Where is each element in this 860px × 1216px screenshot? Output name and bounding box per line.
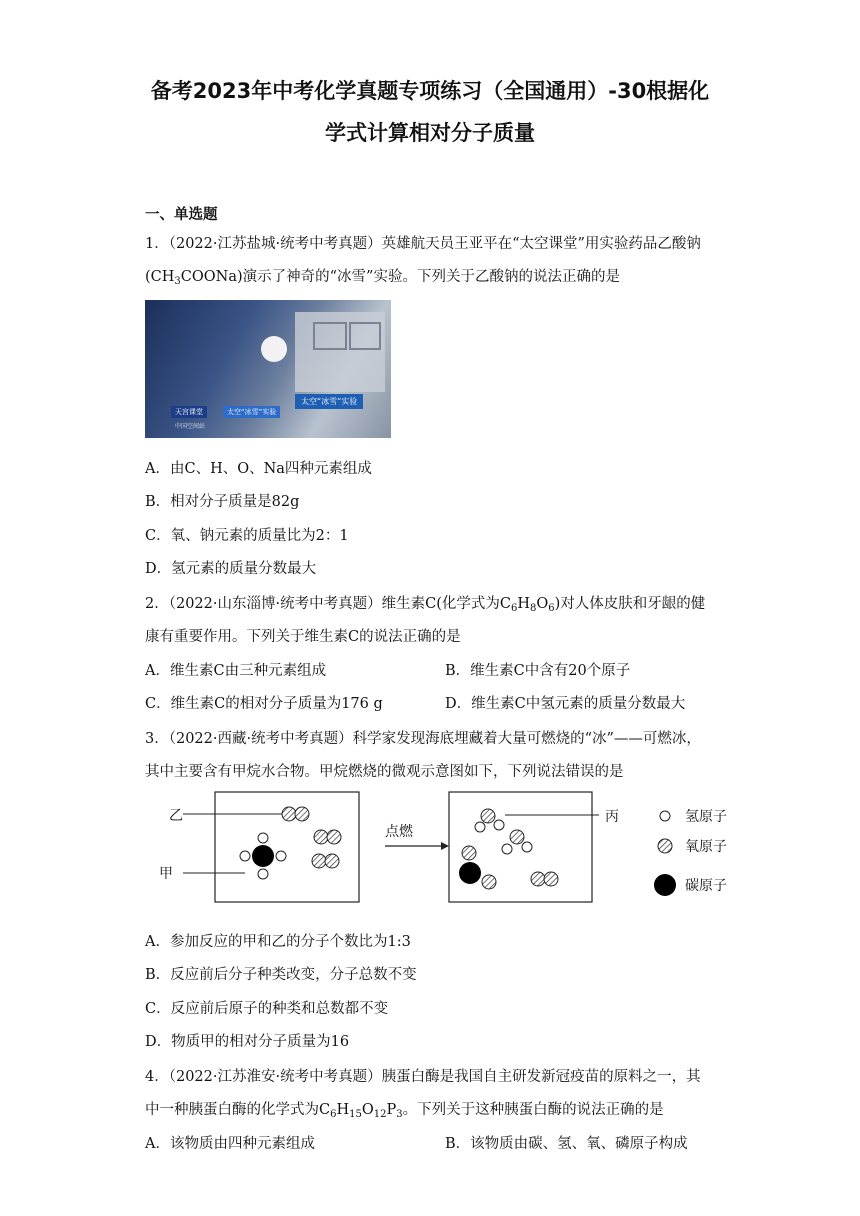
legend-oxygen: 氧原子 <box>685 839 727 855</box>
q3-stem-line1: 3．（2022·西藏·统考中考真题）科学家发现海底埋藏着大量可燃烧的“冰”——可燃冰， <box>145 731 701 747</box>
oxygen-molecule <box>531 872 558 886</box>
oxygen-molecule <box>314 830 341 844</box>
q1-option-d: D．氢元素的质量分数最大 <box>145 561 317 577</box>
title-line-1: 备考2023年中考化学真题专项练习（全国通用）-30根据化 <box>150 79 710 103</box>
arrow-label: 点燃 <box>385 824 413 840</box>
legend-carbon-icon <box>654 874 676 896</box>
methane-molecule <box>240 833 286 879</box>
legend-carbon: 碳原子 <box>685 878 727 894</box>
label-bing: 丙 <box>605 809 619 825</box>
q3-option-b: B．反应前后分子种类改变，分子总数不变 <box>145 967 417 983</box>
label-yi: 乙 <box>169 808 183 824</box>
legend-hydrogen-icon <box>660 811 670 821</box>
q1-stem-line2: $(CH_3COONa)$演示了神奇的“冰雪”实验。下列关于乙酸钠的说法正确的是 <box>145 269 620 287</box>
photo-caption-right: 太空“冰雪”实验 <box>295 394 363 409</box>
q1-photo <box>145 300 391 438</box>
q1-stem-line1: 1．（2022·江苏盐城·统考中考真题）英雄航天员王亚平在“太空课堂”用实验药品乙酸钠 <box>145 236 701 252</box>
title-line-2: 学式计算相对分子质量 <box>325 121 535 145</box>
section-heading: 一、单选题 <box>145 207 218 223</box>
water-molecule <box>502 830 532 854</box>
label-jia: 甲 <box>159 866 173 882</box>
q2-option-c: C．维生素C的相对分子质量为176 g <box>145 696 383 712</box>
photo-caption-small: 中国空间站 <box>175 423 206 430</box>
q2-option-d: D．维生素C中氢元素的质量分数最大 <box>445 696 686 712</box>
carbon-dioxide-molecule <box>459 862 496 889</box>
q2-stem-line2: 康有重要作用。下列关于维生素C的说法正确的是 <box>145 629 461 645</box>
oxygen-molecule <box>312 854 339 868</box>
photo-caption-left: 天宫课堂 <box>171 406 207 418</box>
q2-option-b: B．维生素C中含有20个原子 <box>445 663 631 679</box>
oxygen-molecule <box>462 846 476 860</box>
ice-ball <box>261 336 287 362</box>
document-title <box>60 70 800 154</box>
q3-option-a: A．参加反应的甲和乙的分子个数比为1:3 <box>145 934 411 950</box>
q4-stem-line1: 4．（2022·江苏淮安·统考中考真题）胰蛋白酶是我国自主研发新冠疫苗的原料之一，其 <box>145 1069 701 1085</box>
q2-stem-line1: 2．（2022·山东淄博·统考中考真题）维生素C(化学式为$C_6H_8O_6$)对人体皮肤和牙龈的健 <box>145 596 706 614</box>
q3-stem-line2: 其中主要含有甲烷水合物。甲烷燃烧的微观示意图如下，下列说法错误的是 <box>145 764 624 780</box>
q1-option-a: A．由C、H、O、Na四种元素组成 <box>145 461 372 477</box>
oxygen-molecule <box>282 807 309 821</box>
photo-caption-mid: 太空“冰雪”实验 <box>223 406 280 418</box>
q3-option-d: D．物质甲的相对分子质量为16 <box>145 1034 350 1050</box>
legend-oxygen-icon <box>658 839 672 853</box>
q3-option-c: C．反应前后原子的种类和总数都不变 <box>145 1001 389 1017</box>
legend-hydrogen: 氢原子 <box>685 809 727 825</box>
q4-stem-line2: 中一种胰蛋白酶的化学式为$C_6H_{15}O_{12}P_3$。下列关于这种胰蛋白酶的说法正确的是 <box>145 1102 664 1120</box>
water-molecule <box>475 809 504 832</box>
q4-option-b: B．该物质由碳、氢、氧、磷原子构成 <box>445 1136 688 1152</box>
q4-option-a: A．该物质由四种元素组成 <box>145 1136 315 1152</box>
q1-option-b: B．相对分子质量是82g <box>145 494 300 510</box>
methane-combustion-diagram <box>145 780 745 910</box>
q2-option-a: A．维生素C由三种元素组成 <box>145 663 327 679</box>
q1-option-c: C．氧、钠元素的质量比为2：1 <box>145 528 349 544</box>
